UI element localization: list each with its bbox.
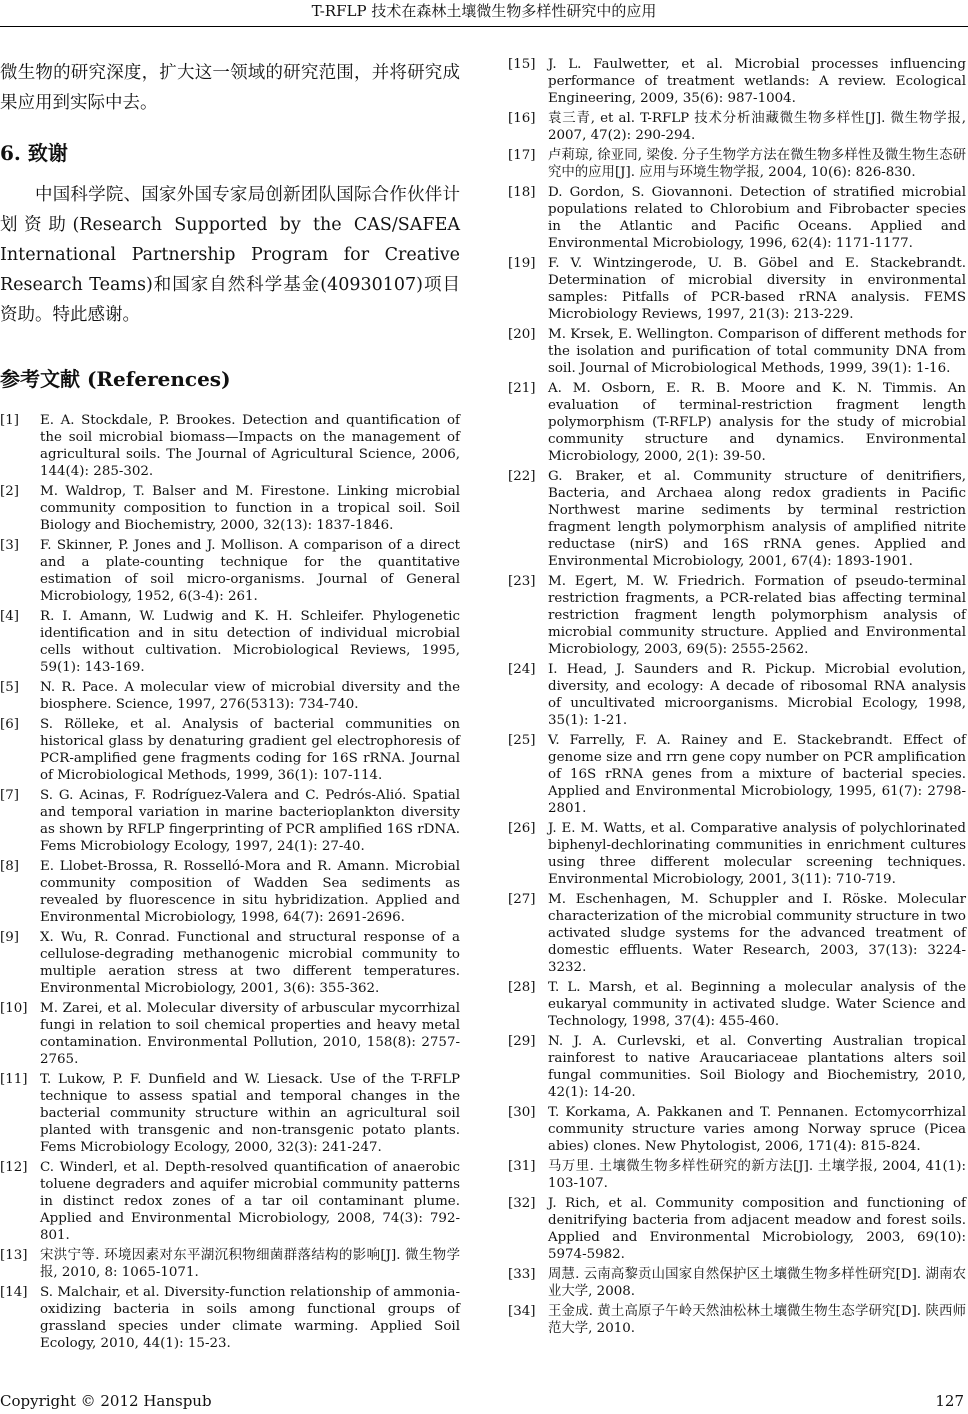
reference-text: F. Skinner, P. Jones and J. Mollison. A comparison of a direct and a plate-counting technique for the quantitative estimation of soil micro-organisms. Journal of General Microbiology, 1952, 6(3-4): 261. [40,538,460,604]
reference-number: [7] [0,788,19,803]
reference-number: [22] [508,469,536,484]
reference-number: [19] [508,256,536,271]
reference-item [0,679,460,713]
reference-text: 马万里. 土壤微生物多样性研究的新方法[J]. 土壤学报, 2004, 41(1): 103-107. [548,1159,966,1191]
reference-number: [30] [508,1105,536,1120]
reference-item [508,1158,966,1192]
reference-item [0,483,460,534]
reference-item [0,858,460,926]
reference-text: V. Farrelly, F. A. Rainey and E. Stackebrandt. Effect of genome size and rrn gene copy number on PCR amplification of 16S rRNA genes from a mixture of bacterial species. Applied and Environmental Microbiology, 1995, 61(7): 2798-2801. [548,733,966,816]
reference-text: 王金成. 黄土高原子午岭天然油松林土壤微生物生态学研究[D]. 陕西师范大学, 2010. [548,1304,966,1336]
reference-text: M. Zarei, et al. Molecular diversity of arbuscular mycorrhizal fungi in relation to soil chemical properties and heavy metal contamination. Environmental Pollution, 2010, 158(8): 2757-2765. [40,1001,460,1067]
reference-number: [17] [508,148,536,163]
reference-number: [18] [508,185,536,200]
reference-number: [21] [508,381,536,396]
reference-item [508,1033,966,1101]
reference-text: J. Rich, et al. Community composition and functioning of denitrifying bacteria from adjacent meadow and forest soils. Applied and Environmental Microbiology, 2003, 69(10): 5974-5982. [548,1196,966,1262]
reference-number: [16] [508,111,536,126]
reference-item [508,820,966,888]
reference-item [0,1071,460,1156]
reference-list-right [508,56,966,1337]
reference-item [508,1195,966,1263]
reference-number: [8] [0,859,19,874]
reference-text: E. A. Stockdale, P. Brookes. Detection and quantification of the soil microbial biomass—Impacts on the management of agricultural soils. The Journal of Agricultural Science, 2006, 144(4): 285-302. [40,413,460,479]
reference-item [508,110,966,144]
reference-number: [13] [0,1248,28,1263]
reference-number: [26] [508,821,536,836]
reference-text: F. V. Wintzingerode, U. B. Göbel and E. Stackebrandt. Determination of microbial diversity in environmental samples: Pitfalls of PCR-based rRNA analysis. FEMS Microbiology Reviews, 1997, 21(3): 213-229. [548,256,966,322]
reference-item [0,1247,460,1281]
reference-text: D. Gordon, S. Giovannoni. Detection of stratified microbial populations related to Chlorobium and Fibrobacter species in the Atlantic and Pacific Oceans. Applied and Environmental Microbiology, 1996, 62(4): 1171-1177. [548,185,966,251]
left-column [0,58,460,1355]
reference-item [508,184,966,252]
acknowledgement-paragraph: 中国科学院、国家外国专家局创新团队国际合作伙伴计划资助(Research Supported by the CAS/SAFEA International Partnership Program for Creative Research Teams)和国家自然科学基金(40930107)项目资助。特此感谢。 [0,185,460,325]
reference-text: M. Waldrop, T. Balser and M. Firestone. Linking microbial community composition to function in a tropical soil. Soil Biology and Biochemistry, 2000, 32(13): 1837-1846. [40,484,460,533]
copyright: Copyright © 2012 Hanspub [0,1392,212,1410]
reference-item [508,255,966,323]
reference-item [508,1303,966,1337]
reference-number: [15] [508,57,536,72]
reference-number: [32] [508,1196,536,1211]
reference-text: M. Krsek, E. Wellington. Comparison of different methods for the isolation and purification of total community DNA from soil. Journal of Microbiological Methods, 1999, 39(1): 1-16. [548,327,966,376]
reference-number: [11] [0,1072,28,1087]
reference-item [508,56,966,107]
reference-item [508,380,966,465]
intro-paragraph: 微生物的研究深度，扩大这一领域的研究范围，并将研究成果应用到实际中去。 [0,63,460,113]
header-rule [0,26,968,27]
reference-number: [29] [508,1034,536,1049]
reference-item [508,1266,966,1300]
reference-item [508,732,966,817]
reference-number: [6] [0,717,19,732]
reference-item [0,537,460,605]
reference-number: [25] [508,733,536,748]
reference-text: R. I. Amann, W. Ludwig and K. H. Schleifer. Phylogenetic identification and in situ detection of individual microbial cells without cultivation. Microbiological Reviews, 1995, 59(1): 143-169. [40,609,460,675]
reference-number: [12] [0,1160,28,1175]
reference-item [0,1000,460,1068]
reference-number: [31] [508,1159,536,1174]
reference-number: [10] [0,1001,28,1016]
reference-item [508,979,966,1030]
reference-item [508,326,966,377]
reference-text: G. Braker, et al. Community structure of denitrifiers, Bacteria, and Archaea along redox gradients in Pacific Northwest marine sediments by terminal restriction fragment length polymorphism analysis of amplified nitrite reductase (nirS) and 16S rRNA genes. Applied and Environmental Microbiology, 2001, 67(4): 1893-1901. [548,469,966,569]
reference-item [0,412,460,480]
reference-item [0,716,460,784]
reference-text: A. M. Osborn, E. R. B. Moore and K. N. Timmis. An evaluation of terminal-restriction fragment length polymorphism (T-RFLP) analysis for the study of microbial community structure and dynamics. Environmental Microbiology, 2000, 2(1): 39-50. [548,381,966,464]
reference-text: N. J. A. Curlevski, et al. Converting Australian tropical rainforest to native Araucariaceae plantations alters soil fungal communities. Soil Biology and Biochemistry, 2010, 42(1): 14-20. [548,1034,966,1100]
reference-item [0,608,460,676]
reference-text: N. R. Pace. A molecular view of microbial diversity and the biosphere. Science, 1997, 276(5313): 734-740. [40,680,460,712]
reference-item [508,1104,966,1155]
reference-list-left [0,412,460,1352]
reference-text: 宋洪宁等. 环境因素对东平湖沉积物细菌群落结构的影响[J]. 微生物学报, 2010, 8: 1065-1071. [40,1248,460,1280]
reference-text: J. E. M. Watts, et al. Comparative analysis of polychlorinated biphenyl-dechlorinating communities in enrichment cultures using three different molecular screening techniques. Environmental Microbiology, 2001, 3(11): 710-719. [548,821,966,887]
reference-number: [28] [508,980,536,995]
reference-number: [4] [0,609,19,624]
reference-number: [20] [508,327,536,342]
reference-text: X. Wu, R. Conrad. Functional and structural response of a cellulose-degrading methanogenic microbial community to multiple aeration stress at two different temperatures. Environmental Microbiology, 2001, 3(6): 355-362. [40,930,460,996]
reference-item [0,929,460,997]
reference-item [508,661,966,729]
reference-number: [34] [508,1304,536,1319]
reference-number: [33] [508,1267,536,1282]
right-column [508,56,966,1340]
reference-number: [9] [0,930,19,945]
running-header: T-RFLP 技术在森林土壤微生物多样性研究中的应用 [311,2,657,20]
reference-number: [5] [0,680,19,695]
references-title: 参考文献 (References) [0,367,231,391]
reference-item [0,1284,460,1352]
reference-item [508,573,966,658]
reference-text: T. Lukow, P. F. Dunfield and W. Liesack. Use of the T-RFLP technique to assess spatial and temporal changes in the bacterial community structure within an agricultural soil planted with transgenic and non-transgenic potato plants. Fems Microbiology Ecology, 2000, 32(3): 241-247. [40,1072,460,1155]
reference-text: J. L. Faulwetter, et al. Microbial processes influencing performance of treatment wetlands: A review. Ecological Engineering, 2009, 35(6): 987-1004. [548,57,966,106]
reference-number: [23] [508,574,536,589]
reference-number: [1] [0,413,19,428]
reference-text: S. G. Acinas, F. Rodríguez-Valera and C. Pedrós-Alió. Spatial and temporal variation in marine bacterioplankton diversity as shown by RFLP fingerprinting of PCR amplified 16S rDNA. Fems Microbiology Ecology, 1997, 24(1): 27-40. [40,788,461,854]
section-title: 6. 致谢 [0,141,68,165]
reference-number: [27] [508,892,536,907]
reference-text: 袁三青, et al. T-RFLP 技术分析油藏微生物多样性[J]. 微生物学报, 2007, 47(2): 290-294. [548,111,966,143]
reference-text: M. Egert, M. W. Friedrich. Formation of pseudo-terminal restriction fragments, a PCR-related bias affecting terminal restriction fragment length polymorphism analysis of microbial community structure. Applied and Environmental Microbiology, 2003, 69(5): 2555-2562. [548,574,966,657]
reference-text: S. Rölleke, et al. Analysis of bacterial communities on historical glass by denaturing gradient gel electrophoresis of PCR-amplified gene fragments coding for 16S rRNA. Journal of Microbiological Methods, 1999, 36(1): 107-114. [40,717,460,783]
reference-text: C. Winderl, et al. Depth-resolved quantification of anaerobic toluene degraders and aquifer microbial community patterns in distinct redox zones of a tar oil contaminant plume. Applied and Environmental Microbiology, 2008, 74(3): 792-801. [40,1160,460,1243]
reference-text: E. Llobet-Brossa, R. Rosselló-Mora and R. Amann. Microbial community composition of Wadden Sea sediments as revealed by fluorescence in situ hybridization. Applied and Environmental Microbiology, 1998, 64(7): 2691-2696. [40,859,460,925]
reference-number: [3] [0,538,19,553]
reference-item [0,787,460,855]
reference-text: S. Malchair, et al. Diversity-function relationship of ammonia-oxidizing bacteria in soils among functional groups of grassland species under climate warming. Applied Soil Ecology, 2010, 44(1): 15-23. [40,1285,460,1351]
reference-text: T. L. Marsh, et al. Beginning a molecular analysis of the eukaryal community in activated sludge. Water Science and Technology, 1998, 37(4): 455-460. [548,980,966,1029]
reference-item [508,147,966,181]
reference-item [508,468,966,570]
reference-number: [14] [0,1285,28,1300]
reference-number: [24] [508,662,536,677]
page-number: 127 [935,1392,964,1410]
reference-number: [2] [0,484,19,499]
reference-text: T. Korkama, A. Pakkanen and T. Pennanen. Ectomycorrhizal community structure varies among Norway spruce (Picea abies) clones. New Phytologist, 2006, 171(4): 815-824. [548,1105,966,1154]
reference-item [508,891,966,976]
reference-text: I. Head, J. Saunders and R. Pickup. Microbial evolution, diversity, and ecology: A decade of ribosomal RNA analysis of uncultivated microorganisms. Microbial Ecology, 1998, 35(1): 1-21. [548,662,966,728]
reference-item [0,1159,460,1244]
reference-text: 周慧. 云南高黎贡山国家自然保护区土壤微生物多样性研究[D]. 湖南农业大学, 2008. [548,1267,966,1299]
reference-text: 卢莉琼, 徐亚同, 梁俊. 分子生物学方法在微生物多样性及微生物生态研究中的应用[J]. 应用与环境生物学报, 2004, 10(6): 826-830. [548,148,966,180]
reference-text: M. Eschenhagen, M. Schuppler and I. Röske. Molecular characterization of the microbial community structure in two activated sludge systems for the advanced treatment of domestic effluents. Water Research, 2003, 37(13): 3224-3232. [548,892,966,975]
